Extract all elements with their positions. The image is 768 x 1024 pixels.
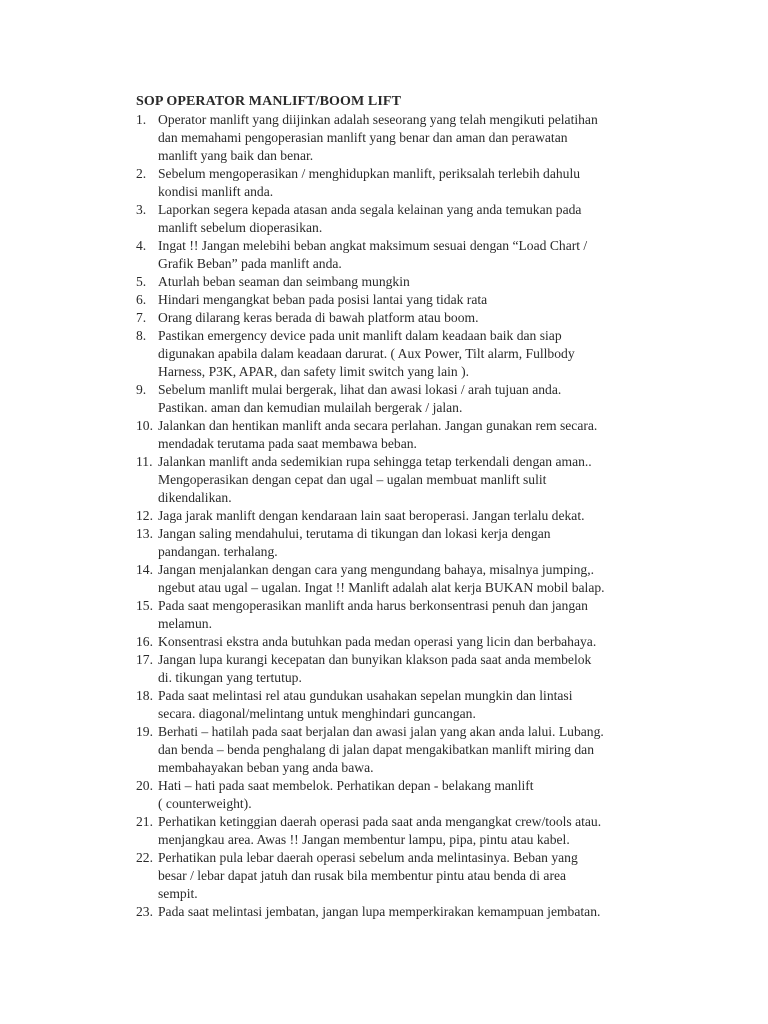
item-number: 21. bbox=[136, 814, 153, 829]
item-number: 10. bbox=[136, 418, 153, 433]
sop-list bbox=[136, 111, 656, 921]
list-item bbox=[136, 561, 656, 597]
item-text bbox=[158, 417, 656, 453]
item-text bbox=[158, 237, 656, 273]
list-item bbox=[136, 723, 656, 777]
item-text-line: Jalankan dan hentikan manlift anda secara perlahan. Jangan gunakan rem secara. bbox=[158, 418, 598, 433]
item-text-line: Grafik Beban” pada manlift anda. bbox=[158, 256, 342, 271]
list-item bbox=[136, 291, 656, 309]
item-text bbox=[158, 381, 656, 417]
item-text-line: Mengoperasikan dengan cepat dan ugal – ugalan membuat manlift sulit bbox=[158, 472, 547, 487]
item-text-line: Perhatikan ketinggian daerah operasi pada saat anda mengangkat crew/tools atau. bbox=[158, 814, 602, 829]
item-number: 22. bbox=[136, 850, 153, 865]
item-text bbox=[158, 561, 656, 597]
list-item bbox=[136, 525, 656, 561]
item-text bbox=[158, 525, 656, 561]
list-item bbox=[136, 453, 656, 507]
item-text-line: secara. diagonal/melintang untuk menghindari guncangan. bbox=[158, 706, 476, 721]
list-item bbox=[136, 273, 656, 291]
item-text-line: Jaga jarak manlift dengan kendaraan lain saat beroperasi. Jangan terlalu dekat. bbox=[158, 508, 585, 523]
item-text-line: Aturlah beban seaman dan seimbang mungkin bbox=[158, 274, 410, 289]
item-number: 5. bbox=[136, 274, 147, 289]
item-text-line: manlift sebelum dioperasikan. bbox=[158, 220, 323, 235]
list-item bbox=[136, 237, 656, 273]
item-text-line: Harness, P3K, APAR, dan safety limit switch yang lain ). bbox=[158, 364, 469, 379]
list-item bbox=[136, 111, 656, 165]
list-item bbox=[136, 687, 656, 723]
item-text-line: Jangan menjalankan dengan cara yang mengundang bahaya, misalnya jumping,. bbox=[158, 562, 594, 577]
item-text-line: sempit. bbox=[158, 886, 198, 901]
item-text-line: ngebut atau ugal – ugalan. Ingat !! Manlift adalah alat kerja BUKAN mobil balap. bbox=[158, 580, 605, 595]
item-number: 2. bbox=[136, 166, 147, 181]
item-number: 6. bbox=[136, 292, 147, 307]
item-text bbox=[158, 111, 656, 165]
item-text bbox=[158, 633, 656, 651]
item-number: 23. bbox=[136, 904, 153, 919]
item-text-line: dan benda – benda penghalang di jalan dapat mengakibatkan manlift miring dan bbox=[158, 742, 594, 757]
item-text bbox=[158, 777, 656, 813]
item-number: 4. bbox=[136, 238, 147, 253]
list-item bbox=[136, 417, 656, 453]
item-text-line: Pada saat melintasi jembatan, jangan lupa memperkirakan kemampuan jembatan. bbox=[158, 904, 601, 919]
item-text bbox=[158, 165, 656, 201]
item-text-line: Jalankan manlift anda sedemikian rupa sehingga tetap terkendali dengan aman.. bbox=[158, 454, 592, 469]
item-text bbox=[158, 903, 656, 921]
item-text-line: menjangkau area. Awas !! Jangan membentur lampu, pipa, pintu atau kabel. bbox=[158, 832, 570, 847]
item-text bbox=[158, 291, 656, 309]
item-text-line: Hindari mengangkat beban pada posisi lantai yang tidak rata bbox=[158, 292, 488, 307]
item-text bbox=[158, 201, 656, 237]
item-number: 14. bbox=[136, 562, 153, 577]
item-text-line: Ingat !! Jangan melebihi beban angkat maksimum sesuai dengan “Load Chart / bbox=[158, 238, 588, 253]
list-item bbox=[136, 507, 656, 525]
list-item bbox=[136, 633, 656, 651]
list-item bbox=[136, 651, 656, 687]
item-text-line: Laporkan segera kepada atasan anda segala kelainan yang anda temukan pada bbox=[158, 202, 582, 217]
item-text-line: Hati – hati pada saat membelok. Perhatikan depan - belakang manlift bbox=[158, 778, 534, 793]
item-text-line: Orang dilarang keras berada di bawah platform atau boom. bbox=[158, 310, 479, 325]
item-number: 1. bbox=[136, 112, 147, 127]
item-number: 9. bbox=[136, 382, 147, 397]
item-number: 8. bbox=[136, 328, 147, 343]
item-text-line: mendadak terutama pada saat membawa beban. bbox=[158, 436, 417, 451]
document-title: SOP OPERATOR MANLIFT/BOOM LIFT bbox=[136, 94, 402, 109]
item-text bbox=[158, 327, 656, 381]
item-text-line: kondisi manlift anda. bbox=[158, 184, 274, 199]
list-item bbox=[136, 381, 656, 417]
item-number: 18. bbox=[136, 688, 153, 703]
item-text bbox=[158, 507, 656, 525]
item-text-line: Berhati – hatilah pada saat berjalan dan awasi jalan yang akan anda lalui. Lubang. bbox=[158, 724, 604, 739]
item-text bbox=[158, 651, 656, 687]
item-text-line: manlift yang baik dan benar. bbox=[158, 148, 314, 163]
item-number: 19. bbox=[136, 724, 153, 739]
item-text bbox=[158, 309, 656, 327]
item-text bbox=[158, 687, 656, 723]
item-text-line: Jangan lupa kurangi kecepatan dan bunyikan klakson pada saat anda membelok bbox=[158, 652, 592, 667]
item-text-line: Perhatikan pula lebar daerah operasi sebelum anda melintasinya. Beban yang bbox=[158, 850, 578, 865]
item-number: 17. bbox=[136, 652, 153, 667]
item-number: 15. bbox=[136, 598, 153, 613]
list-item bbox=[136, 849, 656, 903]
list-item bbox=[136, 597, 656, 633]
item-text bbox=[158, 453, 656, 507]
item-number: 7. bbox=[136, 310, 147, 325]
list-item bbox=[136, 813, 656, 849]
item-text bbox=[158, 723, 656, 777]
list-item bbox=[136, 165, 656, 201]
item-text-line: dikendalikan. bbox=[158, 490, 232, 505]
item-number: 16. bbox=[136, 634, 153, 649]
item-text-line: Operator manlift yang diijinkan adalah seseorang yang telah mengikuti pelatihan bbox=[158, 112, 598, 127]
item-text-line: ( counterweight). bbox=[158, 796, 252, 811]
list-item bbox=[136, 903, 656, 921]
item-number: 11. bbox=[136, 454, 153, 469]
item-text bbox=[158, 597, 656, 633]
item-text-line: Sebelum mengoperasikan / menghidupkan manlift, periksalah terlebih dahulu bbox=[158, 166, 581, 181]
item-text bbox=[158, 849, 656, 903]
item-text bbox=[158, 813, 656, 849]
document-page bbox=[136, 93, 656, 921]
item-text-line: Konsentrasi ekstra anda butuhkan pada medan operasi yang licin dan berbahaya. bbox=[158, 634, 597, 649]
item-text-line: pandangan. terhalang. bbox=[158, 544, 278, 559]
item-text-line: besar / lebar dapat jatuh dan rusak bila membentur pintu atau benda di area bbox=[158, 868, 567, 883]
item-number: 20. bbox=[136, 778, 153, 793]
list-item bbox=[136, 309, 656, 327]
item-text-line: Sebelum manlift mulai bergerak, lihat dan awasi lokasi / arah tujuan anda. bbox=[158, 382, 562, 397]
item-number: 13. bbox=[136, 526, 153, 541]
list-item bbox=[136, 777, 656, 813]
item-text-line: digunakan apabila dalam keadaan darurat. ( Aux Power, Tilt alarm, Fullbody bbox=[158, 346, 575, 361]
item-text-line: dan memahami pengoperasian manlift yang benar dan aman dan perawatan bbox=[158, 130, 568, 145]
list-item bbox=[136, 327, 656, 381]
item-text-line: membahayakan beban yang anda bawa. bbox=[158, 760, 374, 775]
item-text-line: Pada saat mengoperasikan manlift anda harus berkonsentrasi penuh dan jangan bbox=[158, 598, 588, 613]
item-text-line: di. tikungan yang tertutup. bbox=[158, 670, 302, 685]
item-text-line: Pastikan emergency device pada unit manlift dalam keadaan baik dan siap bbox=[158, 328, 562, 343]
item-number: 3. bbox=[136, 202, 147, 217]
item-text-line: Pastikan. aman dan kemudian mulailah bergerak / jalan. bbox=[158, 400, 463, 415]
item-text-line: Jangan saling mendahului, terutama di tikungan dan lokasi kerja dengan bbox=[158, 526, 551, 541]
item-text-line: Pada saat melintasi rel atau gundukan usahakan sepelan mungkin dan lintasi bbox=[158, 688, 573, 703]
item-text bbox=[158, 273, 656, 291]
item-number: 12. bbox=[136, 508, 153, 523]
item-text-line: melamun. bbox=[158, 616, 212, 631]
list-item bbox=[136, 201, 656, 237]
